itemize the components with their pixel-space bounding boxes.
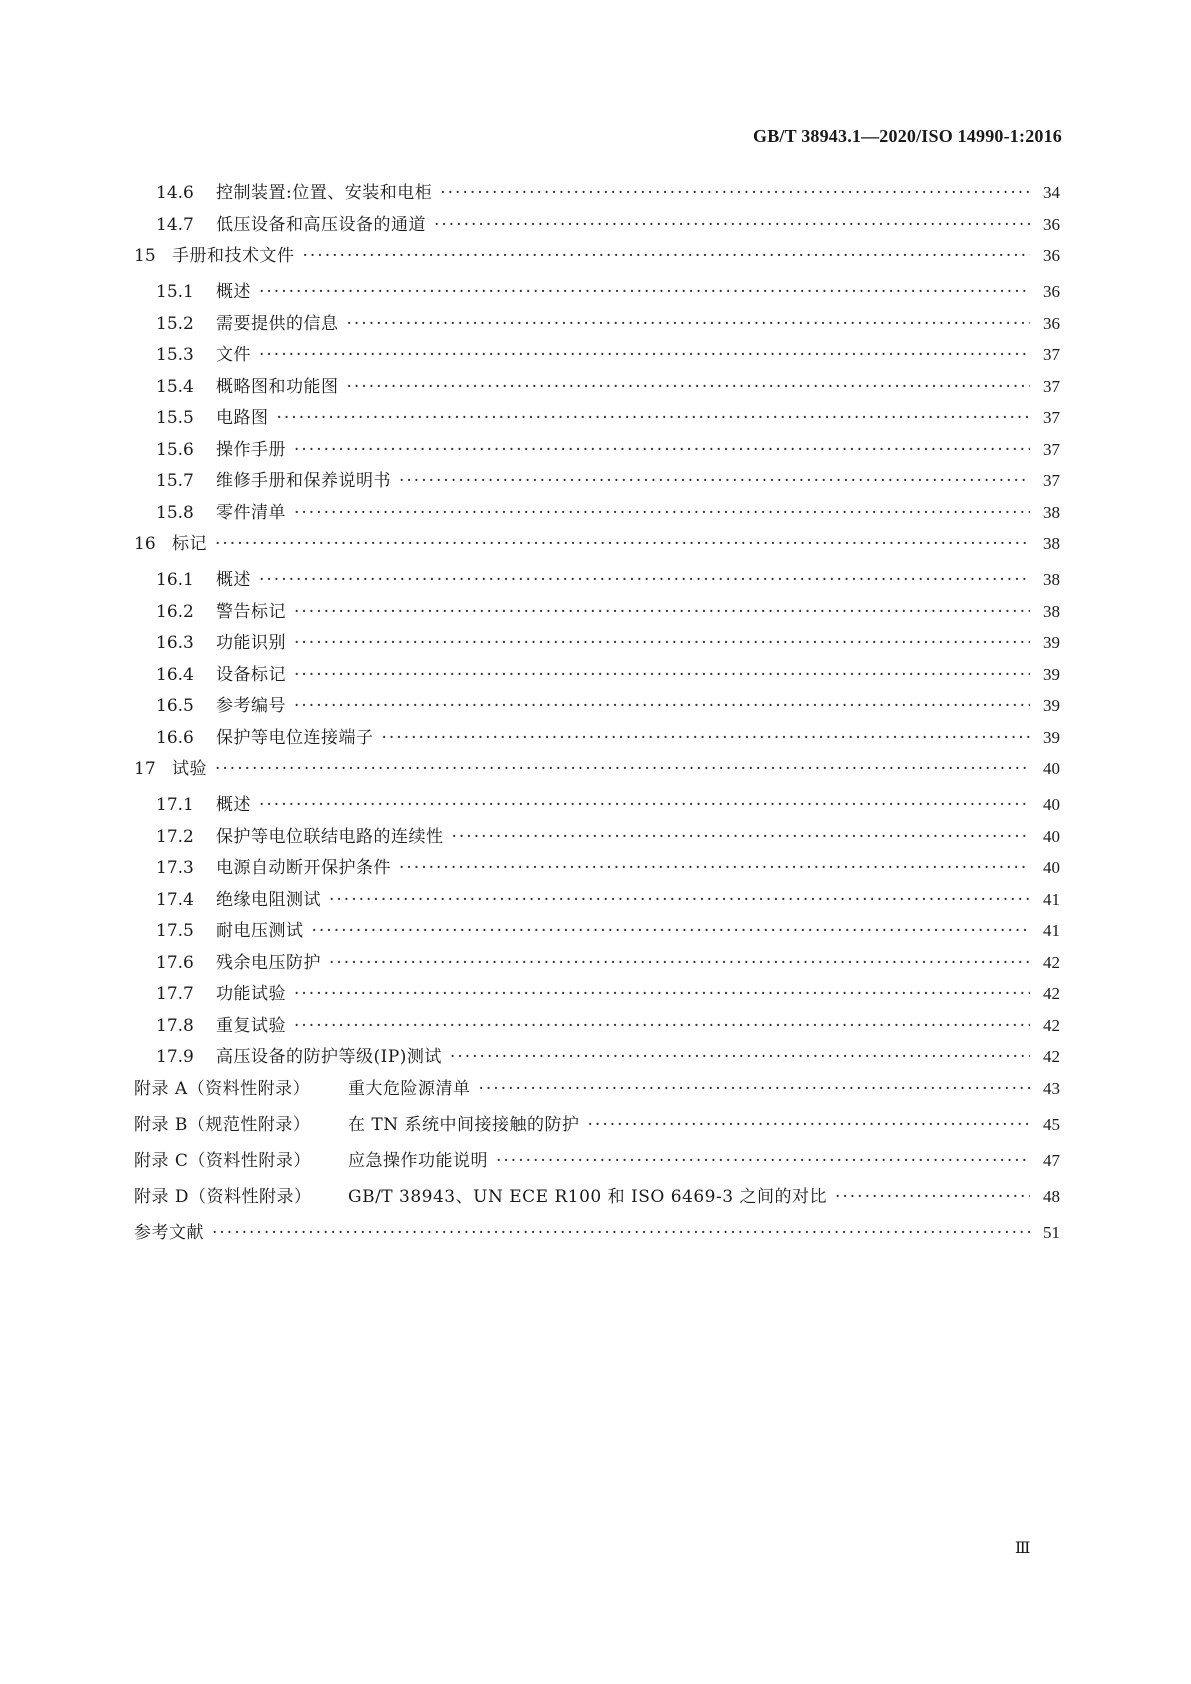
toc-entry-page: 45 — [1043, 1114, 1060, 1134]
toc-entry-title: 电源自动断开保护条件 — [216, 858, 391, 878]
toc-entry-page: 51 — [1043, 1222, 1060, 1242]
dot-leader — [215, 534, 1030, 554]
toc-entry-number: 15.8 — [156, 502, 194, 523]
toc-entry-number: 15.3 — [156, 345, 194, 365]
dot-leader — [294, 665, 1030, 685]
toc-entry-number: 16.6 — [156, 727, 194, 748]
standard-code-header: GB/T 38943.1—2020/ISO 14990-1:2016 — [753, 126, 1062, 146]
toc-entry-title: 高压设备的防护等级(IP)测试 — [216, 1047, 442, 1067]
toc-entry[interactable] — [134, 754, 1060, 790]
toc-entry-appendix-label: 附录 B（规范性附录） — [134, 1114, 311, 1135]
toc-entry-number: 16.4 — [156, 664, 194, 685]
dot-leader — [382, 728, 1031, 748]
toc-entry-number: 17.5 — [156, 921, 194, 941]
dot-leader — [347, 314, 1031, 334]
dot-leader — [479, 1079, 1031, 1099]
toc-entry-title: 应急操作功能说明 — [348, 1150, 488, 1171]
toc-entry-title: 绝缘电阻测试 — [216, 889, 321, 910]
toc-entry-title: 概述 — [216, 282, 251, 302]
toc-entry-title: 在 TN 系统中间接接触的防护 — [348, 1114, 580, 1135]
dot-leader — [259, 795, 1030, 815]
toc-entry-title: 保护等电位连接端子 — [216, 727, 374, 748]
toc-entry-number: 15.7 — [156, 471, 194, 491]
toc-entry-page: 37 — [1043, 471, 1060, 490]
dot-leader — [434, 215, 1030, 235]
toc-entry[interactable] — [134, 1074, 1060, 1110]
toc-entry-page: 42 — [1043, 1047, 1060, 1066]
toc-entry-number: 16.5 — [156, 696, 194, 716]
toc-entry-number: 15.4 — [156, 376, 194, 397]
toc-entry-title: 试验 — [172, 759, 207, 779]
toc-entry-page: 39 — [1043, 633, 1060, 652]
toc-entry-number: 17.4 — [156, 889, 194, 910]
dot-leader — [215, 759, 1030, 779]
toc-entry[interactable] — [134, 723, 1060, 755]
toc-entry-title: 保护等电位联结电路的连续性 — [216, 826, 444, 847]
toc-entry[interactable] — [134, 597, 1060, 629]
toc-entry-title: 维修手册和保养说明书 — [216, 471, 391, 491]
toc-entry-title: 残余电压防护 — [216, 952, 321, 973]
toc-entry-number: 15.6 — [156, 439, 194, 460]
toc-entry[interactable] — [134, 853, 1060, 885]
toc-entry-title: 低压设备和高压设备的通道 — [216, 214, 426, 235]
toc-entry-title: 设备标记 — [216, 664, 286, 685]
toc-entry-title: 手册和技术文件 — [172, 246, 295, 266]
toc-entry-page: 41 — [1043, 889, 1060, 909]
toc-entry[interactable] — [134, 1042, 1060, 1074]
dot-leader — [294, 602, 1030, 622]
toc-entry[interactable] — [134, 340, 1060, 372]
toc-entry[interactable] — [134, 979, 1060, 1011]
dot-leader — [312, 921, 1031, 941]
toc-entry-title: 概述 — [216, 795, 251, 815]
toc-entry-page: 36 — [1043, 313, 1060, 333]
dot-leader — [294, 503, 1030, 523]
dot-leader — [452, 827, 1031, 847]
toc-entry-number: 15.1 — [156, 282, 194, 302]
toc-entry-title: 重大危险源清单 — [348, 1078, 471, 1099]
toc-entry-number: 16.2 — [156, 601, 194, 622]
toc-entry-number: 17 — [134, 759, 156, 779]
toc-entry[interactable] — [134, 277, 1060, 309]
toc-entry[interactable] — [134, 565, 1060, 597]
toc-entry-number: 17.1 — [156, 795, 194, 815]
toc-entry-title: 概述 — [216, 570, 251, 590]
toc-entry-page: 39 — [1043, 727, 1060, 747]
dot-leader — [259, 570, 1030, 590]
toc-entry-page: 38 — [1043, 601, 1060, 621]
dot-leader — [294, 440, 1030, 460]
toc-entry-page: 47 — [1043, 1150, 1060, 1170]
toc-entry-number: 16 — [134, 534, 156, 554]
dot-leader — [496, 1151, 1030, 1171]
dot-leader — [399, 858, 1030, 878]
toc-entry[interactable] — [134, 691, 1060, 723]
toc-entry-title: 控制装置:位置、安装和电柜 — [216, 183, 433, 203]
toc-entry[interactable] — [134, 178, 1060, 210]
toc-entry-appendix-label: 附录 D（资料性附录） — [134, 1186, 312, 1207]
toc-entry[interactable] — [134, 1110, 1060, 1146]
toc-entry-title: 标记 — [172, 534, 207, 554]
toc-entry-page: 43 — [1043, 1078, 1060, 1098]
toc-entry-page: 42 — [1043, 1015, 1060, 1035]
toc-entry-page: 37 — [1043, 408, 1060, 427]
dot-leader — [329, 890, 1030, 910]
toc-entry[interactable] — [134, 885, 1060, 917]
toc-entry-page: 36 — [1043, 214, 1060, 234]
toc-entry-title: 零件清单 — [216, 502, 286, 523]
toc-entry-title: 操作手册 — [216, 439, 286, 460]
toc-entry-page: 42 — [1043, 952, 1060, 972]
toc-entry-page: 40 — [1043, 759, 1060, 778]
toc-entry[interactable] — [134, 1146, 1060, 1182]
dot-leader — [588, 1115, 1030, 1135]
toc-entry-title: 警告标记 — [216, 601, 286, 622]
toc-entry-page: 37 — [1043, 376, 1060, 396]
dot-leader — [399, 471, 1030, 491]
toc-entry[interactable] — [134, 403, 1060, 435]
dot-leader — [294, 696, 1030, 716]
toc-entry[interactable] — [134, 529, 1060, 565]
toc-entry-title: 文件 — [216, 345, 251, 365]
toc-entry-title: 参考文献 — [134, 1222, 204, 1243]
toc-entry-title: 功能试验 — [216, 984, 286, 1004]
toc-entry-title: 需要提供的信息 — [216, 313, 339, 334]
toc-entry[interactable] — [134, 1182, 1060, 1218]
toc-entry[interactable] — [134, 948, 1060, 980]
toc-entry-number: 17.2 — [156, 826, 194, 847]
toc-entry[interactable] — [134, 1011, 1060, 1043]
dot-leader — [294, 984, 1030, 1004]
toc-entry[interactable] — [134, 309, 1060, 341]
table-of-contents — [134, 178, 1060, 1254]
dot-leader — [450, 1047, 1030, 1067]
toc-entry-number: 14.6 — [156, 183, 194, 203]
dot-leader — [440, 183, 1030, 203]
toc-entry-page: 36 — [1043, 246, 1060, 265]
toc-entry-number: 17.8 — [156, 1015, 194, 1036]
toc-entry-page: 37 — [1043, 439, 1060, 459]
toc-entry-page: 40 — [1043, 826, 1060, 846]
dot-leader — [259, 345, 1030, 365]
toc-entry-page: 38 — [1043, 502, 1060, 522]
toc-entry[interactable] — [134, 241, 1060, 277]
toc-entry-page: 38 — [1043, 534, 1060, 553]
toc-entry-number: 16.3 — [156, 633, 194, 653]
toc-entry[interactable] — [134, 628, 1060, 660]
toc-entry-appendix-label: 附录 C（资料性附录） — [134, 1150, 311, 1171]
toc-entry-title: 电路图 — [216, 408, 269, 428]
toc-entry-page: 39 — [1043, 664, 1060, 684]
toc-entry[interactable] — [134, 660, 1060, 692]
toc-entry-title: 重复试验 — [216, 1015, 286, 1036]
toc-entry-number: 17.9 — [156, 1047, 194, 1067]
dot-leader — [277, 408, 1031, 428]
toc-entry[interactable] — [134, 822, 1060, 854]
page-number: Ⅲ — [1015, 1540, 1031, 1557]
toc-entry-page: 36 — [1043, 282, 1060, 301]
toc-entry[interactable] — [134, 372, 1060, 404]
toc-entry-number: 15 — [134, 246, 156, 266]
toc-entry-page: 48 — [1043, 1186, 1060, 1206]
dot-leader — [259, 282, 1030, 302]
toc-entry-page: 41 — [1043, 921, 1060, 940]
dot-leader — [212, 1223, 1030, 1243]
toc-entry[interactable] — [134, 435, 1060, 467]
dot-leader — [294, 1016, 1030, 1036]
toc-entry-title: 耐电压测试 — [216, 921, 304, 941]
dot-leader — [303, 246, 1031, 266]
toc-entry-title: 概略图和功能图 — [216, 376, 339, 397]
dot-leader — [347, 377, 1031, 397]
toc-entry-appendix-label: 附录 A（资料性附录） — [134, 1078, 311, 1099]
toc-entry[interactable] — [134, 210, 1060, 242]
toc-entry-page: 38 — [1043, 570, 1060, 589]
dot-leader — [329, 953, 1030, 973]
toc-entry-page: 42 — [1043, 984, 1060, 1003]
toc-entry[interactable] — [134, 1218, 1060, 1254]
dot-leader — [835, 1187, 1030, 1207]
toc-entry-page: 34 — [1043, 183, 1060, 202]
toc-entry-page: 40 — [1043, 858, 1060, 877]
dot-leader — [294, 633, 1030, 653]
toc-entry-number: 17.3 — [156, 858, 194, 878]
toc-entry[interactable] — [134, 466, 1060, 498]
toc-entry[interactable] — [134, 498, 1060, 530]
toc-entry-page: 40 — [1043, 795, 1060, 814]
toc-entry[interactable] — [134, 790, 1060, 822]
toc-entry-title: 参考编号 — [216, 696, 286, 716]
toc-entry[interactable] — [134, 916, 1060, 948]
toc-entry-number: 16.1 — [156, 570, 194, 590]
toc-entry-title: GB/T 38943、UN ECE R100 和 ISO 6469-3 之间的对比 — [348, 1186, 827, 1207]
toc-entry-number: 14.7 — [156, 214, 194, 235]
toc-entry-title: 功能识别 — [216, 633, 286, 653]
toc-entry-number: 15.2 — [156, 313, 194, 334]
toc-entry-number: 15.5 — [156, 408, 194, 428]
toc-entry-number: 17.7 — [156, 984, 194, 1004]
toc-entry-page: 37 — [1043, 345, 1060, 364]
toc-entry-page: 39 — [1043, 696, 1060, 715]
toc-entry-number: 17.6 — [156, 952, 194, 973]
